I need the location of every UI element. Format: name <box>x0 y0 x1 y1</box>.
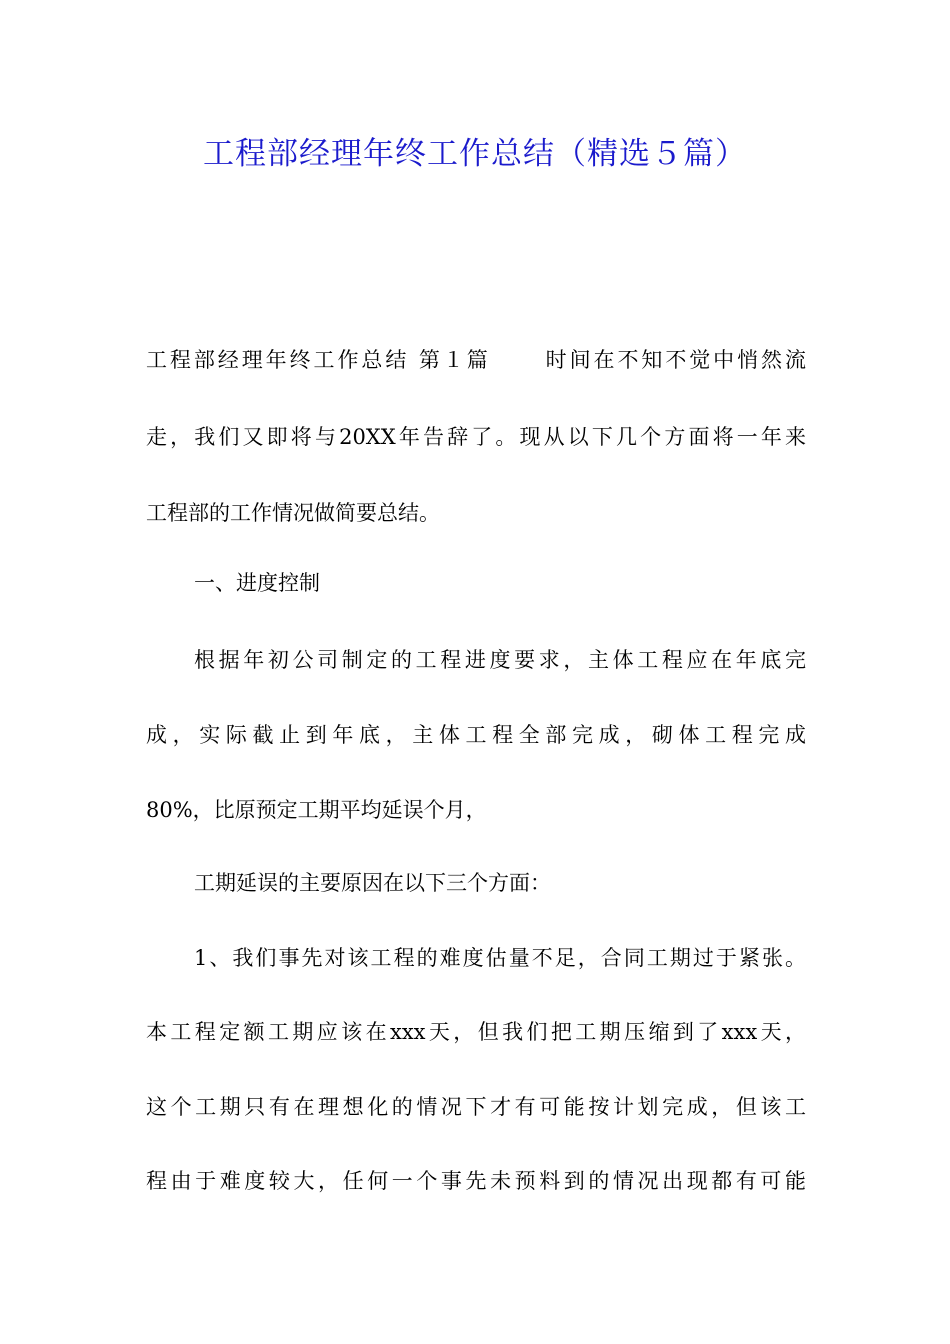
paragraph-line-6: 成，实际截止到年底，主体工程全部完成，砌体工程完成 <box>146 723 806 747</box>
paragraph-line-2: 走，我们又即将与20XX年告辞了。现从以下几个方面将一年来 <box>146 425 806 449</box>
list-item-1: 1、我们事先对该工程的难度估量不足，合同工期过于紧张。 <box>194 946 806 970</box>
paragraph-line-11: 这个工期只有在理想化的情况下才有可能按计划完成，但该工 <box>146 1095 806 1119</box>
paragraph-line-8: 工期延误的主要原因在以下三个方面： <box>194 871 551 895</box>
section-heading-progress-control: 一、进度控制 <box>194 571 320 595</box>
paragraph-line-5: 根据年初公司制定的工程进度要求，主体工程应在年底完 <box>194 648 806 672</box>
paragraph-text: 时间在不知不觉中悄然流 <box>542 348 806 372</box>
paragraph-line-7: 80%，比原预定工期平均延误个月， <box>146 798 487 822</box>
paragraph-line-3: 工程部的工作情况做简要总结。 <box>146 501 440 525</box>
document-title: 工程部经理年终工作总结（精选５篇） <box>203 136 747 172</box>
paragraph-line-1 <box>146 345 806 375</box>
paragraph-line-10: 本工程定额工期应该在xxx天，但我们把工期压缩到了xxx天， <box>146 1020 806 1044</box>
section-heading: 工程部经理年终工作总结 第１篇 <box>146 348 491 372</box>
paragraph-line-12: 程由于难度较大，任何一个事先未预料到的情况出现都有可能 <box>146 1169 806 1193</box>
